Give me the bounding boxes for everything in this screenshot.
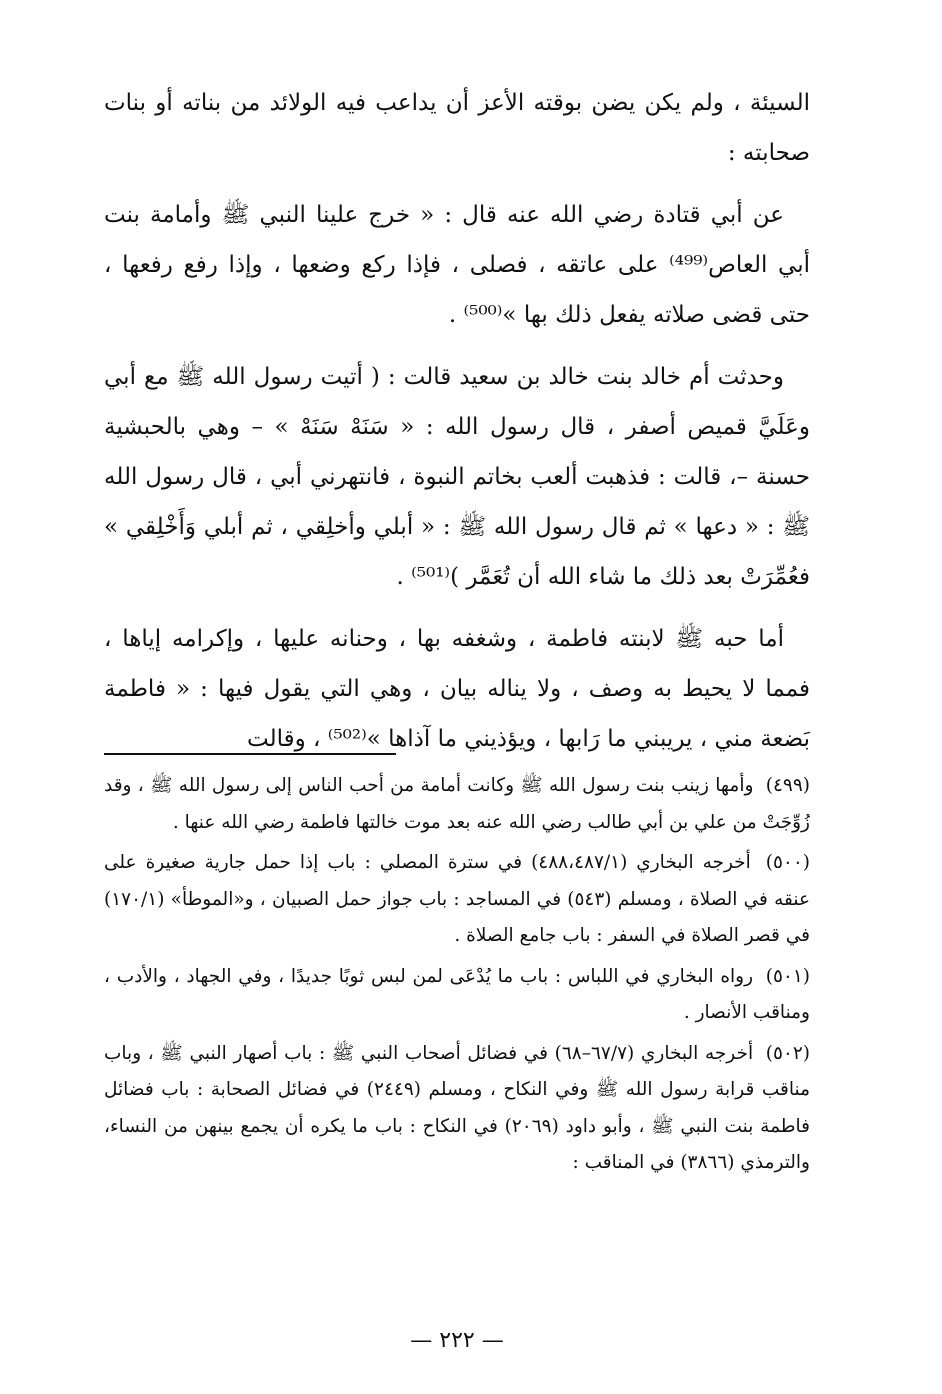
- footnote-separator: [104, 753, 396, 755]
- footnotes: [104, 768, 810, 1186]
- footnote-499: [104, 768, 810, 841]
- footnote-number: (٥٠١): [765, 965, 810, 987]
- book-page: [104, 78, 811, 1353]
- footnote-number: (٥٠٢): [765, 1042, 811, 1064]
- page-number: — ٢٢٢ —: [410, 1328, 504, 1353]
- paragraph-2: عن أبي قتادة رضي الله عنه قال : « خرج علينا النبي ﷺ وأمامة بنت أبي العاص⁽⁴⁹⁹⁾ على عاتقه ، فصلى ، فإذا ركع وضعها ، وإذا رفع رفعها ، حتى قضى صلاته يفعل ذلك بها »⁽⁵⁰⁰⁾ .: [104, 202, 810, 328]
- main-text: [104, 78, 810, 764]
- footnote-502: [104, 1036, 810, 1182]
- paragraph-1: السيئة ، ولم يكن يضن بوقته الأعز أن يداعب فيه الولائد من بناته أو بنات صحابته :: [104, 90, 810, 166]
- footnote-text: وأمها زينب بنت رسول الله ﷺ وكانت أمامة من أحب الناس إلى رسول الله ﷺ ، وقد زُوِّجَتْ من علي بن أبي طالب رضي الله عنه بعد موت خالتها فاطمة رضي الله عنها .: [104, 775, 810, 833]
- footnote-number: (٥٠٠): [765, 852, 810, 873]
- footnote-text: أخرجه البخاري (٤٨٨،٤٨٧/١) في سترة المصلي : باب إذا حمل جارية صغيرة على عنقه في الصلاة ، ومسلم (٥٤٣) في المساجد : باب جواز حمل الصبيان ، و«الموطأ» (١٧٠/١) في قصر الصلاة في السفر : باب جامع الصلاة .: [104, 852, 810, 946]
- footnote-number: (٤٩٩): [765, 775, 810, 796]
- footnote-501: [104, 959, 810, 1032]
- footnote-text: أخرجه البخاري (٦٧/٧–٦٨) في فضائل أصحاب النبي ﷺ : باب أصهار النبي ﷺ ، وباب مناقب قرابة رسول الله ﷺ وفي النكاح ، ومسلم (٢٤٤٩) في فضائل الصحابة : باب فضائل فاطمة بنت النبي ﷺ ، وأبو داود (٢٠٦٩) في النكاح : باب ما يكره أن يجمع بينهن من النساء، والترمذي (٣٨٦٦) في المناقب :: [104, 1042, 811, 1173]
- paragraph-3: وحدثت أم خالد بنت خالد بن سعيد قالت : ( أتيت رسول الله ﷺ مع أبي وعَلَيَّ قميص أصفر ، قال رسول الله : « سَنَهْ سَنَهْ » – وهي بالحبشية حسنة –، قالت : فذهبت ألعب بخاتم النبوة ، فانتهرني أبي ، قال رسول الله ﷺ : « دعها » ثم قال رسول الله ﷺ : « أبلي وأخلِقي ، ثم أبلي وَأَخْلِقي » فعُمِّرَتْ بعد ذلك ما شاء الله أن تُعَمَّر )⁽⁵⁰¹⁾ .: [104, 364, 810, 590]
- footnote-text: رواه البخاري في اللباس : باب ما يُدْعَى لمن لبس ثوبًا جديدًا ، وفي الجهاد ، والأدب ، ومناقب الأنصار .: [104, 965, 810, 1023]
- footnote-500: [104, 845, 810, 955]
- paragraph-4: أما حبه ﷺ لابنته فاطمة ، وشغفه بها ، وحنانه عليها ، وإكرامه إياها ، فمما لا يحيط به وصف ، ولا يناله بيان ، وهي التي يقول فيها : « فاطمة بَضعة مني ، يريبني ما رَابها ، ويؤذيني ما آذاها »⁽⁵⁰²⁾ ، وقالت: [104, 626, 810, 752]
